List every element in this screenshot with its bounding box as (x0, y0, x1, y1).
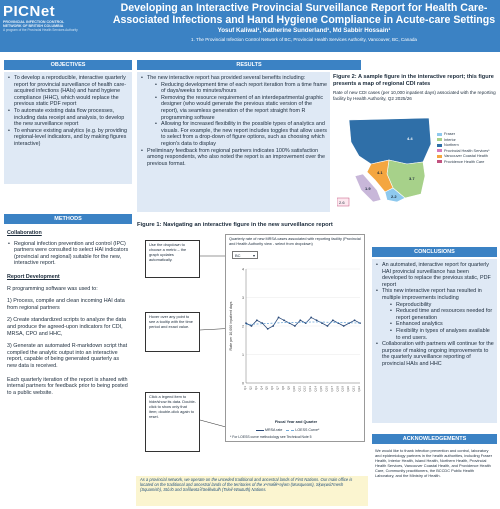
improvement-item: • Reproducibility (390, 302, 494, 309)
data-point (354, 319, 356, 321)
x-tick-label: Q8 (281, 386, 285, 391)
figure2-subtitle: Rate of new CDI cases (per 10,000 inpatient days) associated with the reporting facility by Health Authority, Q2 2025/26 (333, 90, 496, 101)
conclusion-item: • Collaboration with partners will continue for the purpose of making ongoing improvements to the quarterly surveillance reporting of provincial HAIs and HHC (375, 341, 494, 367)
collab-item: • Regional infection prevention and control (IPC) partners were consulted to select HAI indicators (provincial and regional) suitable for the new, interactive report. (7, 241, 129, 267)
x-tick-label: Q3 (253, 386, 258, 391)
results-lead-text: The new interactive report has provided several benefits including: (147, 75, 306, 81)
legend-label: LOESS Curve* (295, 428, 320, 432)
data-point (267, 328, 269, 330)
x-tick-label: Q19 (340, 386, 345, 392)
x-tick-label: Q7 (275, 386, 280, 391)
x-tick-label: Q6 (270, 386, 275, 391)
report-dev-heading: Report Development (7, 273, 60, 280)
data-point (321, 322, 323, 324)
chart-legend (256, 428, 356, 432)
legend-label: Interior (444, 137, 456, 142)
conclusion-text: This new interactive report has resulted in multiple improvements including (382, 288, 482, 301)
data-point (327, 325, 329, 327)
logo-tagline: A program of the Provincial Health Services Authority (3, 28, 78, 33)
legend-line-rate (256, 430, 264, 431)
objective-item: • To automate existing data flow processes, including data receipt and analysis, to develop the new surveillance report (7, 108, 129, 128)
improvement-item: • Enhanced analytics (390, 321, 494, 328)
conclusions-list (375, 262, 494, 368)
benefit-item: • Reducing development time of each report iteration from a time frame of days/weeks to minutes/hours (155, 82, 327, 95)
figure1-panel (137, 232, 367, 474)
objectives-list (7, 75, 129, 148)
x-tick-label: Q10 (291, 386, 296, 392)
data-point (299, 319, 301, 321)
methods-heading: METHODS (4, 214, 132, 224)
affiliation: 1. The Provincial Infection Control Network of BC, Provincial Health Services Authority, Vancouver, BC, Canada (191, 37, 417, 42)
bc-map (337, 114, 437, 214)
map-region-northern (349, 118, 431, 164)
swatch-vch (437, 155, 442, 158)
results-list (140, 75, 327, 167)
picnet-logo (3, 4, 107, 50)
conclusions-heading: CONCLUSIONS (372, 247, 497, 257)
objectives-panel (4, 72, 132, 184)
ack-heading: ACKNOWLEDGEMENTS (372, 434, 497, 444)
figure2-caption: Figure 2: A sample figure in the interactive report; this figure presents a map of regional CDI rates (333, 74, 494, 87)
benefits-list (155, 82, 327, 148)
logo-sub-1: PROVINCIAL INFECTION CONTROL (3, 20, 65, 24)
legend-mrsa-rate[interactable] (256, 428, 282, 432)
x-tick-label: Q11 (297, 386, 302, 392)
y-tick-label: 0 (242, 381, 244, 386)
methods-closing: Each quarterly iteration of the report is shared with internal partners for feedback prior to being posted to a public website. (7, 376, 128, 396)
map-value-interior: 3.7 (409, 176, 415, 181)
map-value-northern: 4.4 (407, 136, 413, 141)
map-value-coastal: 4.1 (377, 170, 383, 175)
map-value-fraser: 2.2 (391, 194, 397, 199)
methods-intro: R programming software was used to: (7, 285, 98, 292)
data-point (310, 317, 312, 319)
swatch-fraser (437, 133, 442, 136)
collab-heading: Collaboration (7, 230, 42, 236)
methods-panel (4, 228, 132, 504)
x-tick-label: Q9 (286, 386, 291, 391)
x-tick-label: Q5 (264, 386, 269, 391)
data-point (272, 325, 274, 327)
collab-list (7, 241, 129, 267)
x-tick-label: Q4 (259, 386, 264, 391)
swatch-interior (437, 138, 442, 141)
benefit-item: • Removing the resource requirement of an interdepartmental graphic designer (who would generate the previous static version of the report), via seamless generation of the report straight from R programming software (155, 95, 327, 121)
x-tick-label: Q12 (302, 386, 307, 392)
method-step: 1) Process, compile and clean incoming HAI data from regional partners (7, 298, 125, 311)
y-tick-label: 1 (242, 352, 244, 357)
legend-label: Vancouver Coastal Health (444, 154, 488, 159)
ack-text: We would like to thank infection prevention and control, laboratory and epidemiology partners in the health authorities, including Fraser Health, Interior Health, Island Health, Northern Health, Provincial Health Services, Vancouver Coastal Health, and Providence Health Care, Community practitioners, the BCCDC Public Health Laboratory, and the Ministry of Health. (375, 448, 493, 478)
x-tick-label: Q2 (248, 386, 253, 391)
legend-label: Northern (444, 143, 459, 148)
map-value-phc: 2.6 (339, 200, 345, 205)
ack-panel (372, 447, 497, 507)
chart-title: Quarterly rate of new MRSA cases associated with reporting facility (Provincial and Health Authority view - select from dropdown) (229, 237, 361, 246)
callout-dropdown: Use the dropdown to choose a metric – the graph updates automatically. (145, 240, 200, 278)
data-point (251, 325, 253, 327)
logo-main: PICNet (3, 3, 56, 20)
authors: Yosuf Kaliwal¹, Katherine Sunderland¹, Md Sabbir Hossain¹ (217, 27, 391, 34)
results-panel (137, 72, 330, 212)
figure2-panel (333, 74, 497, 234)
legend-label: Fraser (444, 132, 455, 136)
y-tick-label: 3 (242, 295, 244, 300)
map-legend-item[interactable] (437, 160, 495, 166)
method-step: 2) Create standardized scripts to analyze the data and produce the agreed-upon indicators for CDI, MRSA, CPO and HHC, (7, 317, 126, 337)
results-heading: RESULTS (137, 60, 361, 70)
conclusions-panel (372, 259, 497, 423)
logo-sub-2: NETWORK OF BRITISH COLUMBIA (3, 24, 64, 29)
figure1-caption: Figure 1: Navigating an interactive figure in the new surveillance report (137, 222, 333, 228)
improvements-list (390, 302, 494, 342)
mrsa-line-chart[interactable] (226, 263, 366, 443)
chart-frame (225, 234, 365, 442)
conclusion-item: • An automated, interactive report for quarterly HAI provincial surveillance has been developed to replace the previous static, PDF report (375, 262, 494, 288)
benefit-item: • Allowing for increased flexibility in the possible types of analytics and visuals. For example, the new report includes toggles that allow users to select from a drop-down of figure options, such as choosing which region's data to display (155, 121, 327, 147)
callout-legend: Click a legend item to hide/show its data. Double-click to show only that item; double-click again to reset. (145, 392, 200, 452)
dropdown-value: BC (235, 253, 241, 258)
land-acknowledgement: As a provincial network, we operate on the unceded traditional and ancestral lands of First Nations. Our main office is located on the traditional and ancestral lands of the territories of the xʷməθkʷəy̓əm (Musqueam), Sḵwx̱wú7mesh (Squamish), Stó:lō and Səl̓ílwətaʔ/Selilwitulh (Tsleil-Waututh) Nations. (136, 476, 368, 506)
x-tick-label: Q13 (308, 386, 313, 392)
objectives-heading: OBJECTIVES (4, 60, 132, 70)
data-point (332, 319, 334, 321)
swatch-northern (437, 144, 442, 147)
chevron-down-icon: ▾ (252, 253, 255, 258)
conclusion-item (375, 288, 494, 341)
legend-loess[interactable] (286, 428, 319, 432)
objective-item: • To develop a reproducible, interactive quarterly report for provincial surveillance of health care-acquired infections (HAIs) and hand hygiene compliance (HHC), which would replace the previous static PDF report (7, 75, 129, 108)
data-point (294, 325, 296, 327)
x-tick-label: Q16 (324, 386, 329, 392)
chart-xlabel: Fiscal Year and Quarter (274, 420, 318, 424)
x-tick-label: Q18 (335, 386, 340, 392)
legend-label: Providence Health Care (444, 159, 485, 164)
method-step: 3) Generate an automated R-markdown script that compiled the analytic output into an interactive report, capable of being generated quarterly as new data is received. (7, 343, 128, 369)
data-point (343, 325, 345, 327)
results-feedback: • Preliminary feedback from regional partners indicates 100% satisfaction among respondents, who also noted the report is an improvement over the previous format. (140, 148, 327, 168)
x-tick-label: Q20 (346, 386, 351, 392)
y-tick-label: 2 (242, 324, 244, 329)
swatch-phc (437, 160, 442, 163)
callout-hover: Hover over any point to see a tooltip with the time period and exact value. (145, 312, 200, 352)
x-tick-label: Q22 (357, 386, 361, 392)
poster-header (0, 0, 500, 52)
legend-line-loess (286, 430, 294, 431)
y-axis-label: Rate per 10,000 inpatient days (229, 301, 233, 351)
improvement-item: • Flexibility in types of analyses available to end users. (390, 328, 494, 341)
data-point (245, 322, 247, 324)
x-tick-label: Q14 (313, 386, 318, 392)
y-tick-label: 4 (242, 267, 244, 272)
map-legend (437, 132, 495, 166)
legend-label: Provincial Health Services* (444, 148, 490, 153)
map-value-island: 1.9 (365, 186, 371, 191)
improvement-item: • Reduced time and resources needed for report generation (390, 308, 494, 321)
metric-dropdown[interactable] (232, 251, 258, 259)
data-point (283, 319, 285, 321)
results-lead (140, 75, 327, 148)
data-point (316, 319, 318, 321)
x-tick-label: Q1 (243, 386, 247, 391)
data-point (278, 317, 280, 319)
x-tick-label: Q15 (319, 386, 323, 392)
poster-title: Developing an Interactive Provincial Surveillance Report for Health Care-Associated Infections and Hand Hygiene Compliance in Acute-care Settings (112, 2, 496, 27)
data-point (256, 319, 258, 321)
objective-item: • To enhance existing analytics (e.g. by providing regional-level indicators, and by making figures interactive) (7, 128, 129, 148)
legend-label: MRSA rate (265, 428, 283, 432)
chart-footnote: * For LOESS curve methodology see Technical Note 5 (230, 435, 312, 439)
x-tick-label: Q17 (329, 386, 334, 392)
swatch-phsa (437, 149, 442, 152)
x-tick-label: Q21 (351, 386, 356, 392)
